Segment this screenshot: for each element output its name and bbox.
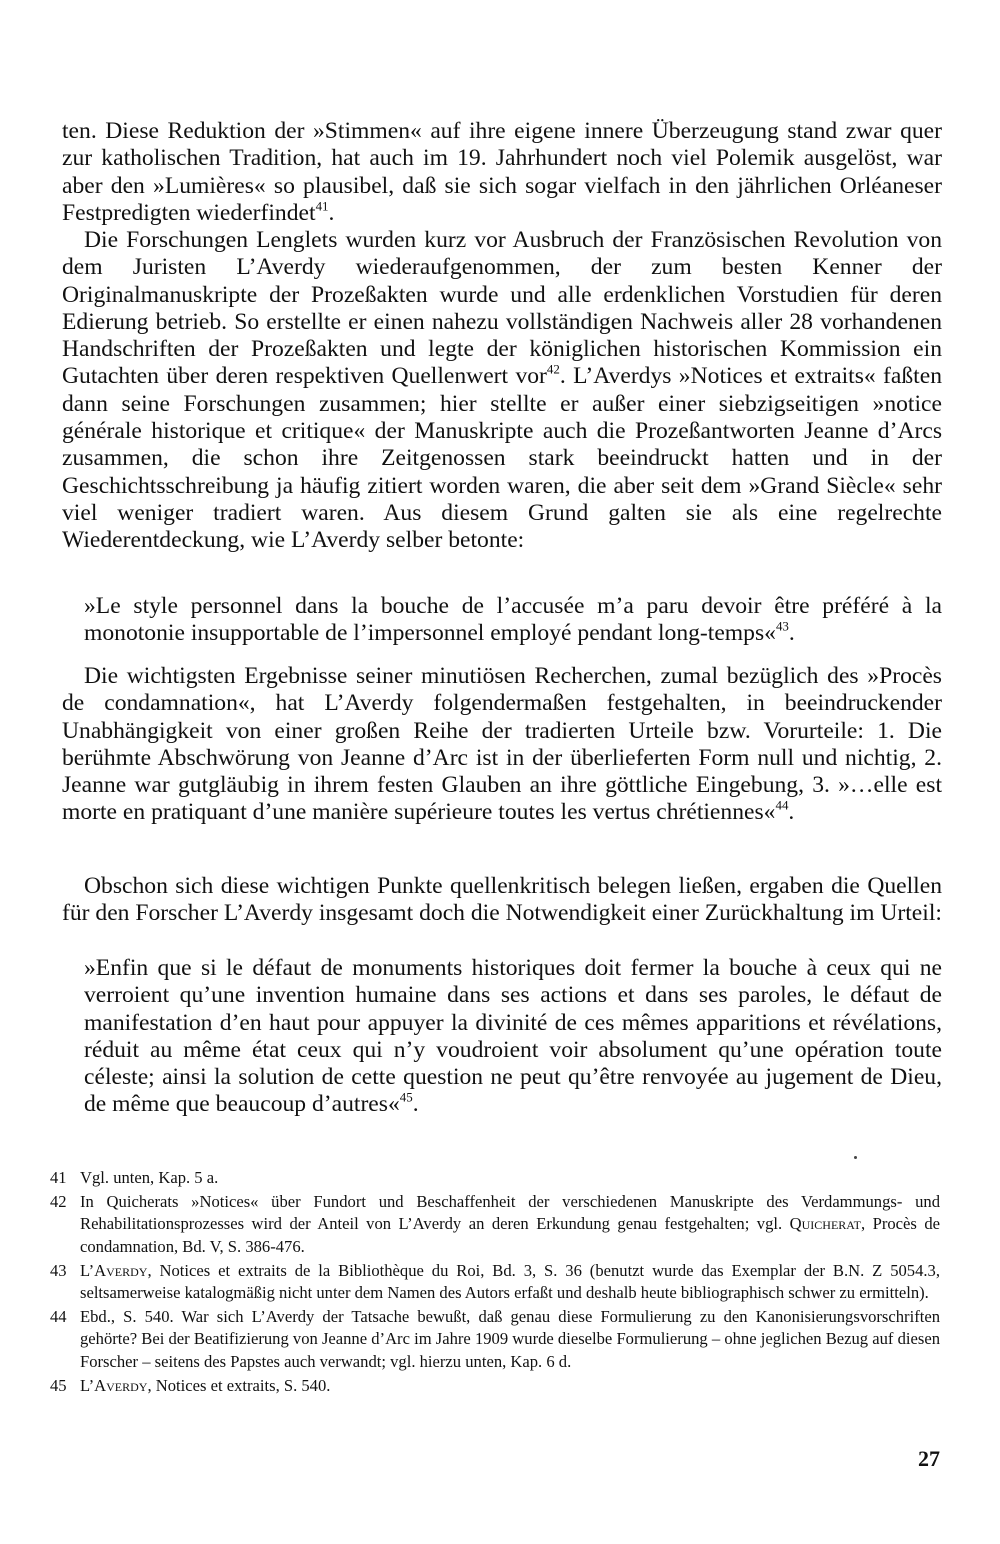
footnote-number: 42 bbox=[50, 1192, 67, 1212]
footnote-text: Vgl. unten, Kap. 5 a. bbox=[80, 1168, 219, 1187]
paragraph-1: ten. Diese Reduktion der »Stimmen« auf ihre eigene innere Überzeugung stand zwar quer zur katholischen Tradition, hat auch im 19. Jahrhundert noch viel Polemik ausgelöst, war aber den »Lumières« so plausibel, daß sie sich sogar vielfach in den jährlichen Orléaneser Festpredigten wiederfindet$^{41}$. bbox=[62, 118, 942, 226]
paragraph-2 bbox=[62, 227, 942, 555]
paragraph-1-text: ten. Diese Reduktion der »Stimmen« auf ihre eigene innere Überzeugung stand zwar quer zur katholischen Tradition, hat auch im 19. Jahrhundert noch viel Polemik ausgelöst, war aber den »Lumières« so plausibel, daß sie sich sogar vielfach in den jährlichen Orléaneser Festpredigten wiederfindet bbox=[62, 118, 942, 226]
footnote-ref-42[interactable]: 42 bbox=[546, 361, 560, 377]
footnote-number: 45 bbox=[50, 1375, 67, 1395]
footnotes bbox=[50, 1167, 940, 1399]
footnote-ref-45[interactable]: 45 bbox=[399, 1089, 413, 1105]
paragraph-4 bbox=[62, 873, 942, 928]
author-name: Quicherat bbox=[789, 1214, 861, 1234]
footnote-number: 41 bbox=[50, 1168, 67, 1187]
footnote-text: Ebd., S. 540. War sich L’Averdy der Tatsache bewußt, daß genau diese Formulierung zu den Kanonisierungsvorschriften gehörte? Bei der Beatifizierung von Jeanne d’Arc im Jahre 1909 wurde dieselbe Formulierung – ohne jeglichen Bezug auf diesen Forscher – seitens des Papstes auch verwandt; vgl. hierzu unten, Kap. 6 d. bbox=[80, 1307, 940, 1371]
block-quote-1: »Le style personnel dans la bouche de l’accusée m’a paru devoir être préféré à la monotonie insupportable de l’impersonnel employé pendant long-temps«$^{43}$. bbox=[84, 593, 942, 647]
footnote-41 bbox=[50, 1167, 940, 1189]
footnote-42 bbox=[50, 1191, 940, 1258]
author-name: L’Averdy bbox=[80, 1375, 148, 1395]
footnote-text: L’Averdy, Notices et extraits de la Bibliothèque du Roi, Bd. 3, S. 36 (benutzt wurde das Exemplar der B.N. Z 5054.3, seltsamerweise katalogmäßig nicht unter dem Namen des Autors erfaßt und deshalb heute bibliographisch schwer zu ermitteln). bbox=[80, 1260, 940, 1303]
footnote-number: 43 bbox=[50, 1260, 67, 1280]
footnote-text: In Quicherats »Notices« über Fundort und Beschaffenheit der verschiedenen Manuskripte des Verdammungs- und Rehabilitationsprozesses wird der Anteil von L’Averdy an deren Erkundung genau festgehalten; vgl. Quicherat, Procès de condamnation, Bd. V, S. 386-476. bbox=[80, 1192, 940, 1256]
block-quote-1-text: »Le style personnel dans la bouche de l’accusée m’a paru devoir être préféré à la monotonie insupportable de l’impersonnel employé pendant long-temps« bbox=[84, 593, 942, 647]
paragraph-2-text: Die Forschungen Lenglets wurden kurz vor Ausbruch der Französischen Revolution von dem Juristen L’Averdy wiederaufgenommen, der zum besten Kenner der Originalmanuskripte der Prozeßakten wurde und alle erdenklichen Vorstudien für deren Edierung betrieb. So erstellte er einen nahezu vollständigen Nachweis aller 28 vorhandenen Handschriften der Prozeßakten und legte der königlichen historischen Kommission ein Gutachten über deren respektiven Quellenwert vor bbox=[62, 227, 942, 390]
page-number: 27 bbox=[918, 1446, 940, 1471]
paragraph-2-text-cont: . L’Averdys »Notices et extraits« faßten dann seine Forschungen zusammen; hier stellte er außer einer siebzigseitigen »notice générale historique et critique« der Manuskripte auch die Prozeßantworten Jeanne d’Arcs zusammen, die schon ihre Zeitgenossen stark beeindruckt hatten und in der Geschichtsschreibung ja häufig zitiert worden waren, die aber seit dem »Grand Siècle« sehr viel weniger tradiert waren. Aus diesem Grund galten sie als eine regelrechte Wiederentdeckung, wie L’Averdy selber betonte: bbox=[62, 363, 942, 554]
footnote-ref-44[interactable]: 44 bbox=[775, 797, 789, 813]
stray-mark bbox=[854, 1156, 857, 1159]
footnote-number: 44 bbox=[50, 1307, 67, 1327]
paragraph-3: Die wichtigsten Ergebnisse seiner minutiösen Recherchen, zumal bezüglich des »Procès de condamnation«, hat L’Averdy folgendermaßen festgehalten, in beeindruckender Unabhängigkeit von einer großen Reihe der tradierten Urteile bzw. Vorurteile: 1. Die berühmte Abschwörung von Jeanne d’Arc ist in der überlieferten Form null und nichtig, 2. Jeanne war gutgläubig in ihrem festen Glauben an ihre göttliche Eingebung, 3. »…elle est morte en pratiquant d’une manière supérieure toutes les vertus chrétiennes«$^{44}$. bbox=[62, 663, 942, 826]
block-quote-2: »Enfin que si le défaut de monuments historiques doit fermer la bouche à ceux qui ne verroient qu’une invention humaine dans ses actions et dans ses paroles, le défaut de manifestation d’en haut pour appuyer la divinité de ces mêmes apparitions et révélations, réduit au même état ceux qui n’y voudroient voir absolument qu’une opération toute céleste; ainsi la solution de cette question ne peut qu’être renvoyée au jugement de Dieu, de même que beaucoup d’autres«$^{45}$. bbox=[84, 955, 942, 1118]
footnote-text: L’Averdy, Notices et extraits, S. 540. bbox=[80, 1375, 331, 1395]
footnote-43 bbox=[50, 1260, 940, 1304]
footnote-45 bbox=[50, 1375, 940, 1397]
footnote-ref-43[interactable]: 43 bbox=[775, 618, 789, 634]
author-name: L’Averdy bbox=[80, 1260, 148, 1280]
paragraph-4-text: Obschon sich diese wichtigen Punkte quellenkritisch belegen ließen, ergaben die Quellen für den Forscher L’Averdy insgesamt doch die Notwendigkeit einer Zurückhaltung im Urteil: bbox=[62, 873, 942, 927]
footnote-ref-41[interactable]: 41 bbox=[315, 198, 329, 214]
footnote-44 bbox=[50, 1306, 940, 1373]
block-quote-2-text: »Enfin que si le défaut de monuments historiques doit fermer la bouche à ceux qui ne verroient qu’une invention humaine dans ses actions et dans ses paroles, le défaut de manifestation d’en haut pour appuyer la divinité de ces mêmes apparitions et révélations, réduit au même état ceux qui n’y voudroient voir absolument qu’une opération toute céleste; ainsi la solution de cette question ne peut qu’être renvoyée au jugement de Dieu, de même que beaucoup d’autres« bbox=[84, 955, 942, 1118]
paragraph-3-text: Die wichtigsten Ergebnisse seiner minutiösen Recherchen, zumal bezüglich des »Procès de condamnation«, hat L’Averdy folgendermaßen festgehalten, in beeindruckender Unabhängigkeit von einer großen Reihe der tradierten Urteile bzw. Vorurteile: 1. Die berühmte Abschwörung von Jeanne d’Arc ist in der überlieferten Form null und nichtig, 2. Jeanne war gutgläubig in ihrem festen Glauben an ihre göttliche Eingebung, 3. »…elle est morte en pratiquant d’une manière supérieure toutes les vertus chrétiennes« bbox=[62, 663, 942, 826]
